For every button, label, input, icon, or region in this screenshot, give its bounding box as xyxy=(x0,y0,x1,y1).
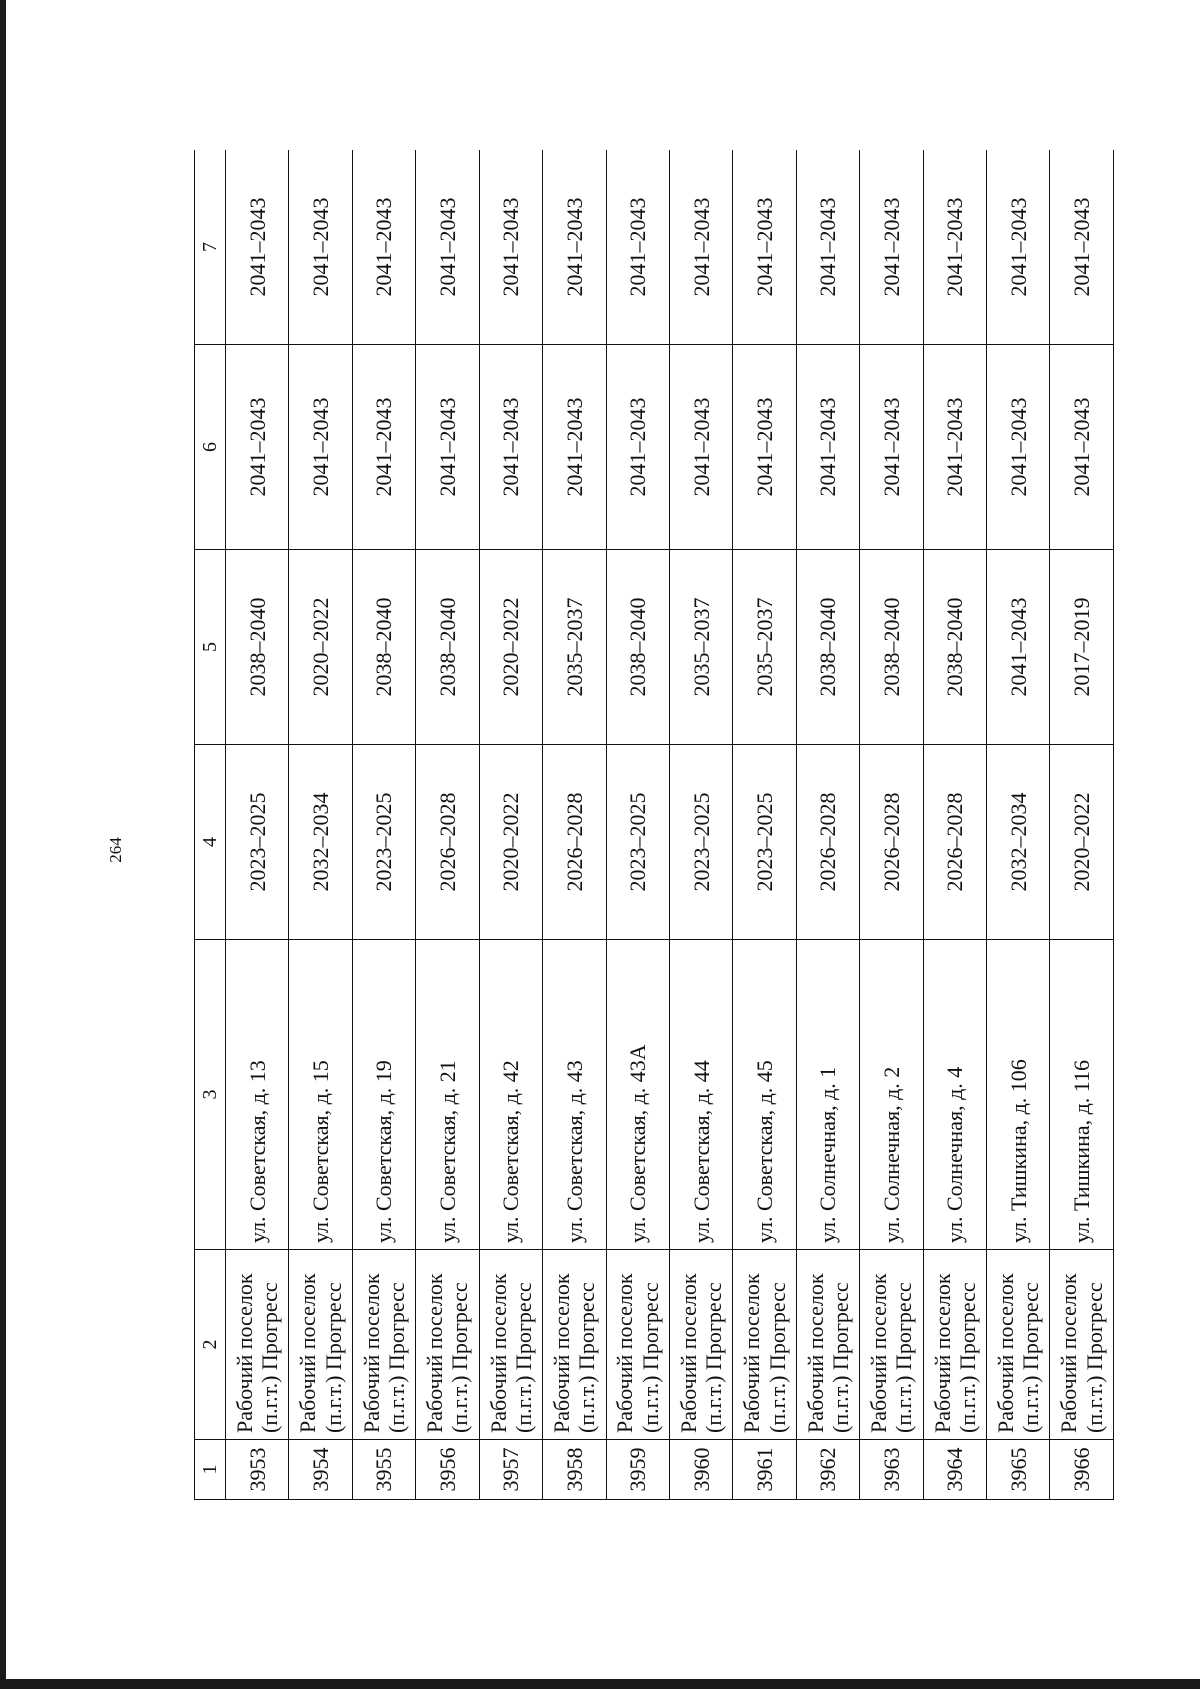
period-cell-7: 2041–2043 xyxy=(289,150,352,345)
column-header-2: 2 xyxy=(195,1250,226,1440)
period-cell-5: 2038–2040 xyxy=(352,550,415,745)
settlement-cell: Рабочий поселок (п.г.т.) Прогресс xyxy=(1050,1250,1114,1440)
table-row xyxy=(796,150,859,1500)
period-cell-7: 2041–2043 xyxy=(923,150,986,345)
row-number: 3963 xyxy=(860,1440,923,1500)
table-row xyxy=(416,150,479,1500)
address-cell: ул. Советская, д. 43А xyxy=(606,940,669,1250)
row-number: 3966 xyxy=(1050,1440,1114,1500)
column-header-6: 6 xyxy=(195,345,226,550)
table-row xyxy=(479,150,542,1500)
row-number: 3955 xyxy=(352,1440,415,1500)
table-row xyxy=(987,150,1050,1500)
period-cell-7: 2041–2043 xyxy=(479,150,542,345)
period-cell-5: 2038–2040 xyxy=(226,550,289,745)
settlement-cell: Рабочий поселок (п.г.т.) Прогресс xyxy=(479,1250,542,1440)
settlement-cell: Рабочий поселок (п.г.т.) Прогресс xyxy=(289,1250,352,1440)
table-body xyxy=(226,150,1114,1500)
period-cell-6: 2041–2043 xyxy=(479,345,542,550)
period-cell-5: 2020–2022 xyxy=(479,550,542,745)
period-cell-7: 2041–2043 xyxy=(669,150,732,345)
period-cell-4: 2026–2028 xyxy=(796,745,859,940)
table-row xyxy=(669,150,732,1500)
table-row xyxy=(352,150,415,1500)
settlement-cell: Рабочий поселок (п.г.т.) Прогресс xyxy=(923,1250,986,1440)
period-cell-4: 2023–2025 xyxy=(606,745,669,940)
period-cell-4: 2026–2028 xyxy=(860,745,923,940)
row-number: 3954 xyxy=(289,1440,352,1500)
address-cell: ул. Советская, д. 42 xyxy=(479,940,542,1250)
period-cell-7: 2041–2043 xyxy=(1050,150,1114,345)
period-cell-6: 2041–2043 xyxy=(669,345,732,550)
period-cell-5: 2038–2040 xyxy=(416,550,479,745)
column-header-4: 4 xyxy=(195,745,226,940)
row-number: 3965 xyxy=(987,1440,1050,1500)
period-cell-5: 2017–2019 xyxy=(1050,550,1114,745)
table-row xyxy=(226,150,289,1500)
period-cell-6: 2041–2043 xyxy=(543,345,606,550)
table-header xyxy=(195,150,226,1500)
row-number: 3959 xyxy=(606,1440,669,1500)
period-cell-4: 2026–2028 xyxy=(416,745,479,940)
settlement-cell: Рабочий поселок (п.г.т.) Прогресс xyxy=(669,1250,732,1440)
period-cell-5: 2041–2043 xyxy=(987,550,1050,745)
period-cell-4: 2023–2025 xyxy=(733,745,796,940)
table-row xyxy=(733,150,796,1500)
table-container xyxy=(194,150,1114,1500)
period-cell-5: 2038–2040 xyxy=(606,550,669,745)
period-cell-5: 2035–2037 xyxy=(733,550,796,745)
address-cell: ул. Тишкина, д. 116 xyxy=(1050,940,1114,1250)
period-cell-5: 2038–2040 xyxy=(796,550,859,745)
scan-edge-left xyxy=(0,0,6,1689)
scan-edge-bottom xyxy=(0,1679,1200,1689)
period-cell-6: 2041–2043 xyxy=(923,345,986,550)
period-cell-7: 2041–2043 xyxy=(352,150,415,345)
row-number: 3958 xyxy=(543,1440,606,1500)
period-cell-4: 2023–2025 xyxy=(226,745,289,940)
period-cell-6: 2041–2043 xyxy=(733,345,796,550)
address-cell: ул. Советская, д. 13 xyxy=(226,940,289,1250)
settlement-cell: Рабочий поселок (п.г.т.) Прогресс xyxy=(416,1250,479,1440)
period-cell-6: 2041–2043 xyxy=(860,345,923,550)
header-row xyxy=(195,150,226,1500)
period-cell-6: 2041–2043 xyxy=(226,345,289,550)
settlement-cell: Рабочий поселок (п.г.т.) Прогресс xyxy=(987,1250,1050,1440)
period-cell-7: 2041–2043 xyxy=(987,150,1050,345)
address-cell: ул. Советская, д. 21 xyxy=(416,940,479,1250)
address-cell: ул. Солнечная, д. 4 xyxy=(923,940,986,1250)
period-cell-4: 2023–2025 xyxy=(352,745,415,940)
address-cell: ул. Советская, д. 19 xyxy=(352,940,415,1250)
period-cell-7: 2041–2043 xyxy=(416,150,479,345)
period-cell-5: 2020–2022 xyxy=(289,550,352,745)
table-row xyxy=(860,150,923,1500)
period-cell-4: 2026–2028 xyxy=(923,745,986,940)
period-cell-6: 2041–2043 xyxy=(416,345,479,550)
period-cell-4: 2020–2022 xyxy=(1050,745,1114,940)
table-row xyxy=(543,150,606,1500)
period-cell-7: 2041–2043 xyxy=(796,150,859,345)
period-cell-7: 2041–2043 xyxy=(543,150,606,345)
period-cell-5: 2035–2037 xyxy=(669,550,732,745)
row-number: 3961 xyxy=(733,1440,796,1500)
settlement-cell: Рабочий поселок (п.г.т.) Прогресс xyxy=(796,1250,859,1440)
settlement-cell: Рабочий поселок (п.г.т.) Прогресс xyxy=(226,1250,289,1440)
row-number: 3956 xyxy=(416,1440,479,1500)
period-cell-6: 2041–2043 xyxy=(606,345,669,550)
table-row xyxy=(1050,150,1114,1500)
address-cell: ул. Тишкина, д. 106 xyxy=(987,940,1050,1250)
address-cell: ул. Советская, д. 45 xyxy=(733,940,796,1250)
address-cell: ул. Солнечная, д. 2 xyxy=(860,940,923,1250)
table-row xyxy=(606,150,669,1500)
period-cell-7: 2041–2043 xyxy=(606,150,669,345)
period-cell-4: 2032–2034 xyxy=(289,745,352,940)
address-cell: ул. Советская, д. 44 xyxy=(669,940,732,1250)
period-cell-6: 2041–2043 xyxy=(352,345,415,550)
settlement-cell: Рабочий поселок (п.г.т.) Прогресс xyxy=(543,1250,606,1440)
column-header-7: 7 xyxy=(195,150,226,345)
row-number: 3957 xyxy=(479,1440,542,1500)
period-cell-6: 2041–2043 xyxy=(289,345,352,550)
settlement-cell: Рабочий поселок (п.г.т.) Прогресс xyxy=(733,1250,796,1440)
period-cell-7: 2041–2043 xyxy=(860,150,923,345)
period-cell-5: 2038–2040 xyxy=(923,550,986,745)
settlement-cell: Рабочий поселок (п.г.т.) Прогресс xyxy=(352,1250,415,1440)
row-number: 3953 xyxy=(226,1440,289,1500)
settlement-cell: Рабочий поселок (п.г.т.) Прогресс xyxy=(860,1250,923,1440)
row-number: 3964 xyxy=(923,1440,986,1500)
period-cell-4: 2020–2022 xyxy=(479,745,542,940)
column-header-5: 5 xyxy=(195,550,226,745)
period-cell-5: 2035–2037 xyxy=(543,550,606,745)
period-cell-5: 2038–2040 xyxy=(860,550,923,745)
row-number: 3960 xyxy=(669,1440,732,1500)
column-header-1: 1 xyxy=(195,1440,226,1500)
settlement-cell: Рабочий поселок (п.г.т.) Прогресс xyxy=(606,1250,669,1440)
period-cell-6: 2041–2043 xyxy=(1050,345,1114,550)
period-cell-7: 2041–2043 xyxy=(733,150,796,345)
table-row xyxy=(289,150,352,1500)
period-cell-4: 2032–2034 xyxy=(987,745,1050,940)
address-cell: ул. Советская, д. 43 xyxy=(543,940,606,1250)
schedule-table xyxy=(194,150,1114,1500)
period-cell-4: 2023–2025 xyxy=(669,745,732,940)
table-row xyxy=(923,150,986,1500)
period-cell-6: 2041–2043 xyxy=(987,345,1050,550)
row-number: 3962 xyxy=(796,1440,859,1500)
address-cell: ул. Советская, д. 15 xyxy=(289,940,352,1250)
address-cell: ул. Солнечная, д. 1 xyxy=(796,940,859,1250)
period-cell-7: 2041–2043 xyxy=(226,150,289,345)
column-header-3: 3 xyxy=(195,940,226,1250)
rotated-table-frame xyxy=(194,150,1114,1500)
period-cell-6: 2041–2043 xyxy=(796,345,859,550)
period-cell-4: 2026–2028 xyxy=(543,745,606,940)
page-number: 264 xyxy=(106,837,125,863)
